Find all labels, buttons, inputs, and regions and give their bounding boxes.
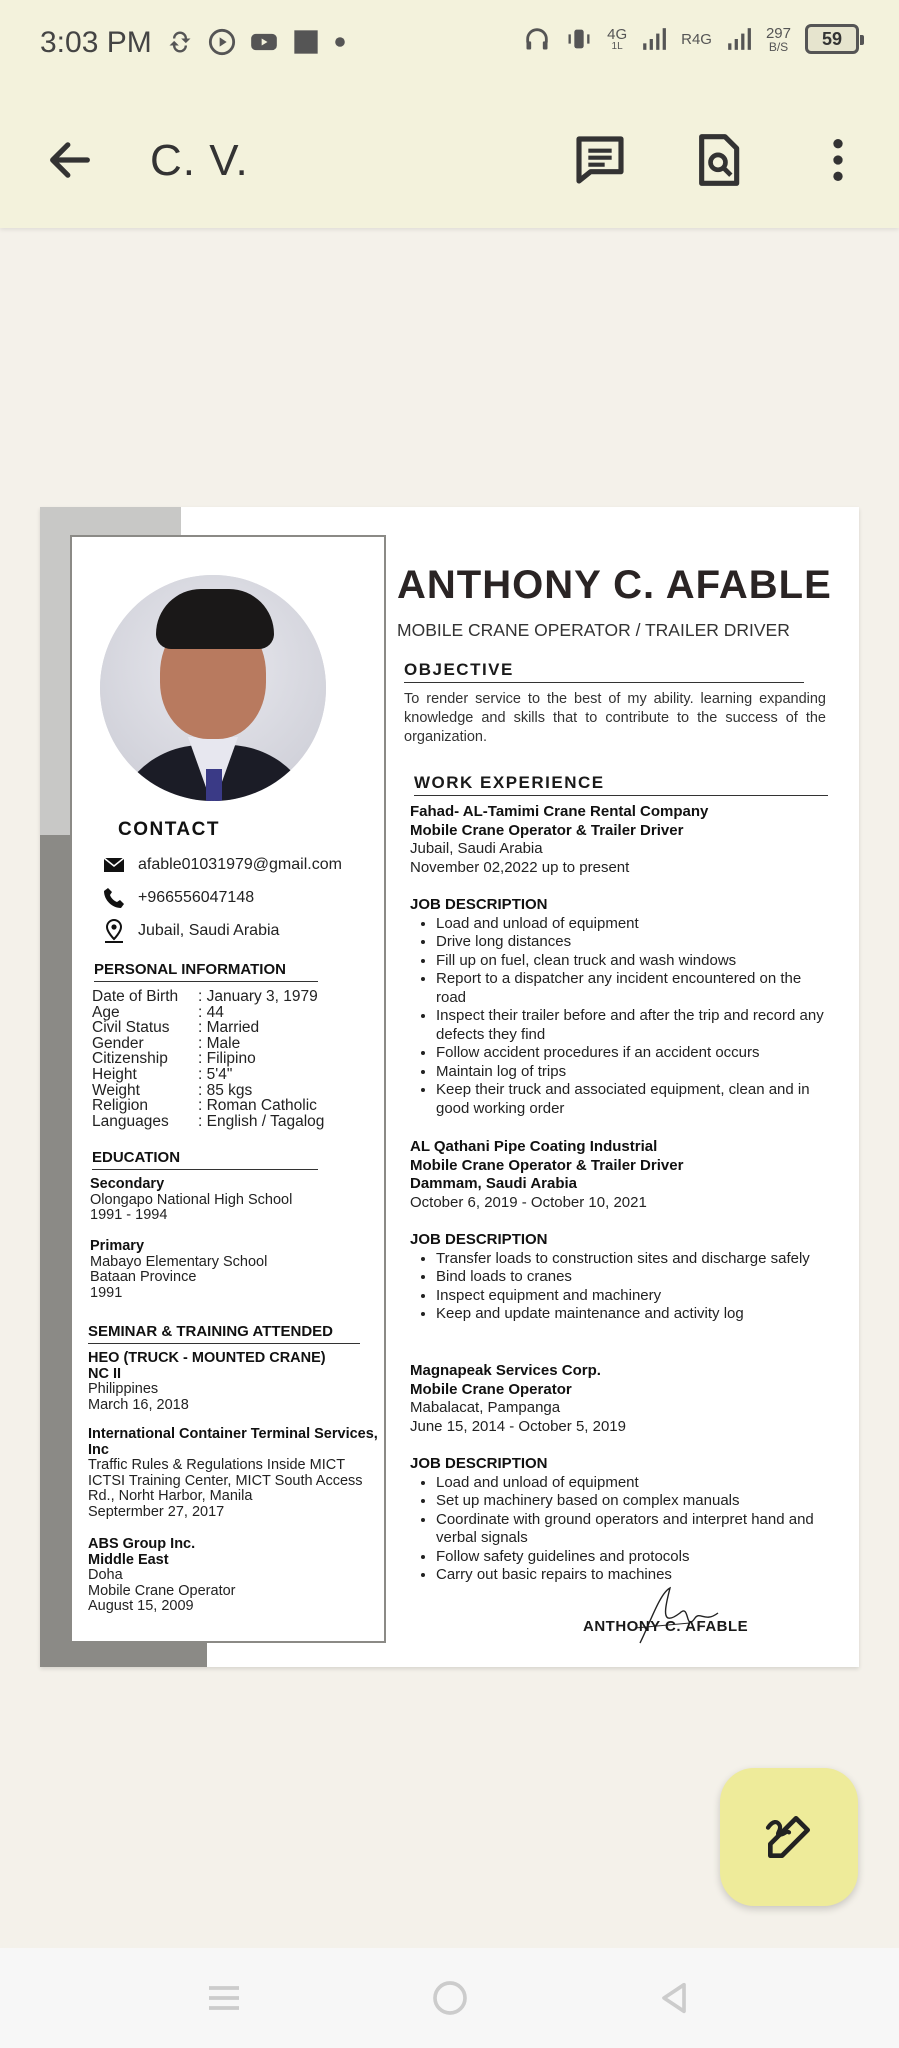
- phone-icon: [102, 886, 126, 910]
- personal-info-row: [92, 1067, 232, 1083]
- secondary-years: 1991 - 1994: [90, 1207, 168, 1223]
- contact-heading: CONTACT: [118, 819, 220, 840]
- job-3-jd-heading: JOB DESCRIPTION: [410, 1455, 548, 1472]
- seminar-3-title: ABS Group Inc.: [88, 1536, 196, 1552]
- work-experience-heading: WORK EXPERIENCE: [414, 773, 828, 796]
- job-2: [410, 1138, 830, 1212]
- duty-item: • Bind loads to cranes: [436, 1268, 830, 1287]
- job-1-date: November 02,2022 up to present: [410, 858, 630, 876]
- vibrate-icon: [565, 25, 593, 53]
- signal-icon-2: [726, 26, 752, 52]
- duty-item: • Transfer loads to construction sites and discharge safely: [436, 1250, 830, 1269]
- cv-sidebar: [70, 535, 386, 1643]
- personal-info-row: [92, 1114, 324, 1130]
- job-3: [410, 1362, 830, 1436]
- speed-unit: B/S: [768, 39, 789, 54]
- personal-info-row: [92, 1083, 252, 1099]
- net2-label: R4G: [681, 30, 712, 48]
- location-text: Jubail, Saudi Arabia: [138, 922, 280, 939]
- job-2-place: Dammam, Saudi Arabia: [410, 1175, 577, 1192]
- job-1-company: Fahad- AL-Tamimi Crane Rental Company: [410, 803, 709, 820]
- primary-place: Bataan Province: [90, 1269, 197, 1285]
- sync-icon: [166, 28, 194, 56]
- top-bar: [0, 0, 899, 228]
- job-2-date: October 6, 2019 - October 10, 2021: [410, 1193, 647, 1211]
- duty-item: • Follow accident procedures if an accident occurs: [436, 1044, 830, 1063]
- battery-level: 59: [821, 28, 843, 49]
- recents-menu-icon[interactable]: [204, 1978, 244, 2018]
- personal-info-key: Languages: [92, 1112, 169, 1130]
- personal-info-value: : 44: [198, 1003, 224, 1021]
- job-3-description: [410, 1455, 830, 1585]
- duty-item: • Follow safety guidelines and protocols: [436, 1548, 830, 1567]
- seminar-1-title: HEO (TRUCK - MOUNTED CRANE): [88, 1350, 326, 1366]
- personal-info-key: Citizenship: [92, 1050, 168, 1068]
- personal-info-value: : Male: [198, 1034, 241, 1052]
- job-3-role: Mobile Crane Operator: [410, 1380, 572, 1398]
- seminar-3-subtitle: Middle East: [88, 1551, 169, 1568]
- network-4g: [607, 27, 627, 52]
- personal-info-key: Weight: [92, 1081, 140, 1099]
- seminar-2-line2: ICTSI Training Center, MICT South Access: [88, 1472, 363, 1489]
- network-speed: [766, 26, 791, 53]
- seminar-1-date: March 16, 2018: [88, 1396, 189, 1413]
- duty-item: • Coordinate with ground operators and interpret hand and verbal signals: [436, 1511, 830, 1548]
- personal-info-value: : English / Tagalog: [198, 1112, 325, 1130]
- education-heading: EDUCATION: [92, 1149, 318, 1170]
- personal-info-row: [92, 1036, 240, 1052]
- seminar-2-line1: Traffic Rules & Regulations Inside MICT: [88, 1457, 346, 1473]
- secondary-school: Olongapo National High School: [90, 1191, 293, 1208]
- square-app-icon: [292, 28, 320, 56]
- job-1-jd-heading: JOB DESCRIPTION: [410, 896, 548, 913]
- duty-item: • Load and unload of equipment: [436, 915, 830, 934]
- duty-item: • Drive long distances: [436, 933, 830, 952]
- job-2-description: [410, 1231, 830, 1324]
- personal-info-value: : 85 kgs: [198, 1081, 253, 1099]
- personal-info-value: : 5'4": [198, 1066, 233, 1083]
- status-bar: [0, 0, 899, 92]
- personal-info-row: [92, 1098, 317, 1114]
- status-notification-icons: [166, 28, 346, 56]
- job-2-company: AL Qathani Pipe Coating Industrial: [410, 1138, 658, 1155]
- personal-info-value: : Married: [198, 1019, 260, 1037]
- objective-heading: OBJECTIVE: [404, 660, 804, 683]
- primary-school: Mabayo Elementary School: [90, 1253, 268, 1270]
- cv-document[interactable]: [40, 507, 859, 1667]
- objective-text: To render service to the best of my ability. learning expanding knowledge and skills that to contribute to the success of the organization.: [404, 691, 826, 745]
- cv-subtitle: MOBILE CRANE OPERATOR / TRAILER DRIVER: [397, 620, 790, 640]
- contact-email: [102, 853, 342, 877]
- sidebar-accent-dark: [40, 835, 70, 1667]
- job-3-place: Mabalacat, Pampanga: [410, 1399, 561, 1416]
- contact-location: [102, 919, 279, 943]
- profile-photo: [100, 575, 326, 801]
- job-2-duties: [410, 1250, 830, 1324]
- job-2-jd-heading: JOB DESCRIPTION: [410, 1231, 548, 1248]
- primary-title: Primary: [90, 1238, 145, 1254]
- network-r4g: [681, 32, 712, 47]
- duty-item: • Set up machinery based on complex manuals: [436, 1492, 830, 1511]
- duty-item: • Keep and update maintenance and activity log: [436, 1305, 830, 1324]
- duty-item: • Fill up on fuel, clean truck and wash windows: [436, 952, 830, 971]
- personal-info-row: [92, 1020, 259, 1036]
- youtube-icon: [250, 28, 278, 56]
- personal-info-row: [92, 989, 318, 1005]
- seminar-3: [88, 1537, 236, 1615]
- app-bar: [0, 110, 899, 210]
- seminar-2-subtitle: Inc: [88, 1441, 109, 1458]
- personal-info-key: Height: [92, 1066, 137, 1083]
- personal-info-key: Gender: [92, 1034, 144, 1052]
- sidebar-accent-bottom: [40, 1640, 207, 1667]
- personal-info-value: : January 3, 1979: [198, 988, 318, 1005]
- battery-icon: [805, 24, 859, 54]
- education-secondary: [90, 1177, 292, 1224]
- job-3-duties: [410, 1474, 830, 1585]
- edit-fab-button[interactable]: [720, 1768, 858, 1906]
- duty-item: • Inspect equipment and machinery: [436, 1287, 830, 1306]
- seminar-2-line3: Rd., Norht Harbor, Manila: [88, 1488, 253, 1504]
- more-vert-icon[interactable]: [810, 132, 866, 188]
- location-pin-icon: [102, 919, 126, 943]
- signal-icon: [641, 26, 667, 52]
- primary-year: 1991: [90, 1284, 123, 1301]
- seminar-2-title: International Container Terminal Services,: [88, 1426, 378, 1442]
- seminar-1-place: Philippines: [88, 1381, 159, 1397]
- education-primary: [90, 1239, 267, 1301]
- system-nav-bar: [0, 1948, 899, 2048]
- seminar-3-place: Doha: [88, 1567, 123, 1583]
- duty-item: • Report to a dispatcher any incident encountered on the road: [436, 970, 830, 1007]
- home-circle-icon[interactable]: [430, 1978, 470, 2018]
- net1-label: 4G: [607, 25, 628, 43]
- search-document-icon[interactable]: [690, 132, 746, 188]
- personal-info-value: : Roman Catholic: [198, 1097, 317, 1115]
- comment-icon[interactable]: [572, 132, 628, 188]
- seminar-3-role: Mobile Crane Operator: [88, 1582, 236, 1599]
- signature-name: ANTHONY C. AFABLE: [583, 1618, 749, 1635]
- email-icon: [102, 853, 126, 877]
- personal-info-value: : Filipino: [198, 1050, 256, 1068]
- job-1-role: Mobile Crane Operator & Trailer Driver: [410, 821, 684, 839]
- seminar-1-subtitle: NC II: [88, 1365, 122, 1382]
- personal-info-key: Religion: [92, 1097, 149, 1115]
- seminar-3-date: August 15, 2009: [88, 1598, 194, 1614]
- duty-item: • Maintain log of trips: [436, 1063, 830, 1082]
- job-3-date: June 15, 2014 - October 5, 2019: [410, 1417, 626, 1435]
- headphones-icon: [523, 25, 551, 53]
- edit-pen-icon: [761, 1809, 817, 1865]
- seminar-heading: SEMINAR & TRAINING ATTENDED: [88, 1323, 360, 1344]
- seminar-2-date: Septermber 27, 2017: [88, 1503, 225, 1520]
- personal-info-heading: PERSONAL INFORMATION: [94, 961, 318, 982]
- email-text: afable01031979@gmail.com: [138, 856, 342, 873]
- dot-icon: [334, 36, 346, 48]
- personal-info-key: Date of Birth: [92, 988, 179, 1005]
- status-system-icons: [523, 24, 859, 54]
- personal-info-key: Civil Status: [92, 1019, 170, 1037]
- duty-item: • Inspect their trailer before and after the trip and record any defects they find: [436, 1007, 830, 1044]
- personal-info-row: [92, 1005, 224, 1021]
- job-1: [410, 803, 830, 877]
- seminar-2: [88, 1427, 378, 1520]
- personal-info-row: [92, 1051, 256, 1067]
- net1-sub: 1L: [611, 40, 623, 52]
- play-circle-icon: [208, 28, 236, 56]
- job-3-company: Magnapeak Services Corp.: [410, 1362, 601, 1379]
- speed-value: 297: [765, 24, 791, 42]
- job-1-description: [410, 896, 830, 1118]
- job-2-role: Mobile Crane Operator & Trailer Driver: [410, 1156, 684, 1174]
- secondary-title: Secondary: [90, 1176, 165, 1192]
- job-1-duties: [410, 915, 830, 1119]
- duty-item: • Carry out basic repairs to machines: [436, 1566, 830, 1585]
- cv-name: ANTHONY C. AFABLE: [397, 563, 832, 607]
- back-arrow-icon[interactable]: [44, 134, 96, 186]
- contact-phone: [102, 886, 254, 910]
- job-1-place: Jubail, Saudi Arabia: [410, 840, 543, 857]
- phone-text: +966556047148: [138, 889, 255, 906]
- personal-info-key: Age: [92, 1003, 120, 1021]
- back-triangle-icon[interactable]: [654, 1978, 694, 2018]
- duty-item: • Load and unload of equipment: [436, 1474, 830, 1493]
- duty-item: • Keep their truck and associated equipment, clean and in good working order: [436, 1081, 830, 1118]
- status-time: 3:03 PM: [40, 26, 152, 59]
- seminar-1: [88, 1351, 326, 1413]
- page-title: C. V.: [150, 136, 249, 185]
